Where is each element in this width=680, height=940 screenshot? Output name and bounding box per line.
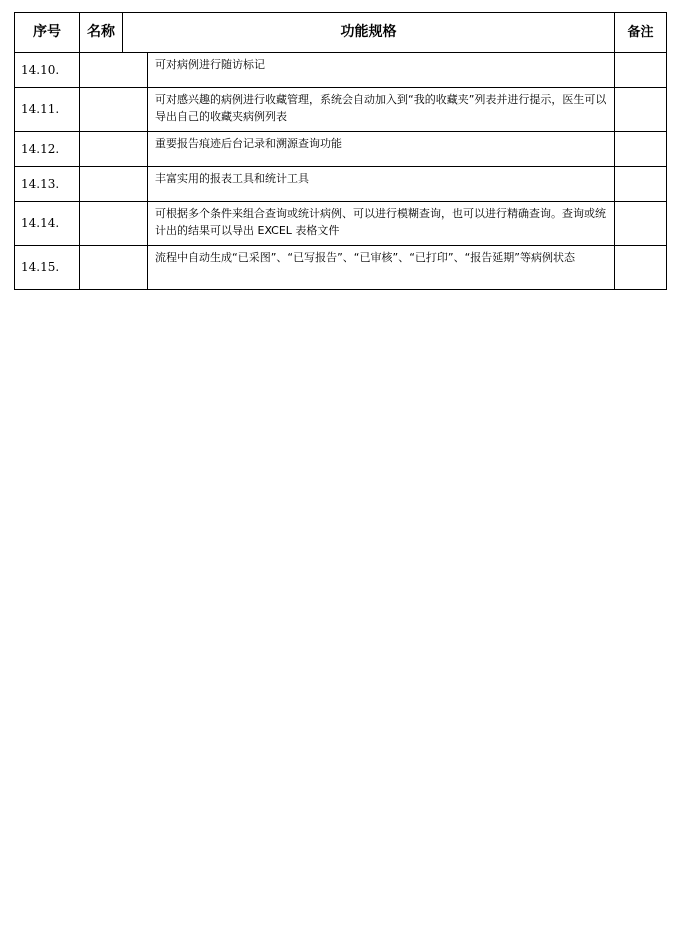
row-spec: 可对感兴趣的病例进行收藏管理，系统会自动加入到“我的收藏夹”列表并进行提示，医生可以导出自己的收藏夹病例列表 <box>148 88 615 132</box>
header-no: 序号 <box>15 13 80 53</box>
header-remark: 备注 <box>615 13 667 53</box>
row-name <box>80 88 148 132</box>
row-number: 14.15. <box>15 246 80 290</box>
spec-table <box>14 12 667 290</box>
row-spec: 重要报告痕迹后台记录和溯源查询功能 <box>148 132 615 167</box>
row-remark <box>615 132 667 167</box>
row-name <box>80 53 148 88</box>
row-remark <box>615 88 667 132</box>
row-remark <box>615 202 667 246</box>
row-remark <box>615 53 667 88</box>
table-row <box>15 132 667 167</box>
row-remark <box>615 167 667 202</box>
row-number: 14.14. <box>15 202 80 246</box>
header-name: 名称 <box>80 13 123 53</box>
row-spec: 丰富实用的报表工具和统计工具 <box>148 167 615 202</box>
row-name <box>80 132 148 167</box>
row-number: 14.11. <box>15 88 80 132</box>
row-name <box>80 202 148 246</box>
table-row <box>15 246 667 290</box>
table-row <box>15 167 667 202</box>
table-row <box>15 53 667 88</box>
table-row <box>15 88 667 132</box>
header-row <box>15 13 667 53</box>
header-spec: 功能规格 <box>123 13 615 53</box>
row-spec: 可根据多个条件来组合查询或统计病例、可以进行模糊查询，也可以进行精确查询。查询或统计出的结果可以导出 EXCEL 表格文件 <box>148 202 615 246</box>
table-row <box>15 202 667 246</box>
row-spec: 可对病例进行随访标记 <box>148 53 615 88</box>
row-number: 14.12. <box>15 132 80 167</box>
row-number: 14.10. <box>15 53 80 88</box>
row-name <box>80 246 148 290</box>
row-name <box>80 167 148 202</box>
row-spec: 流程中自动生成“已采图”、“已写报告”、“已审核”、“已打印”、“报告延期”等病例状态 <box>148 246 615 290</box>
row-remark <box>615 246 667 290</box>
row-number: 14.13. <box>15 167 80 202</box>
